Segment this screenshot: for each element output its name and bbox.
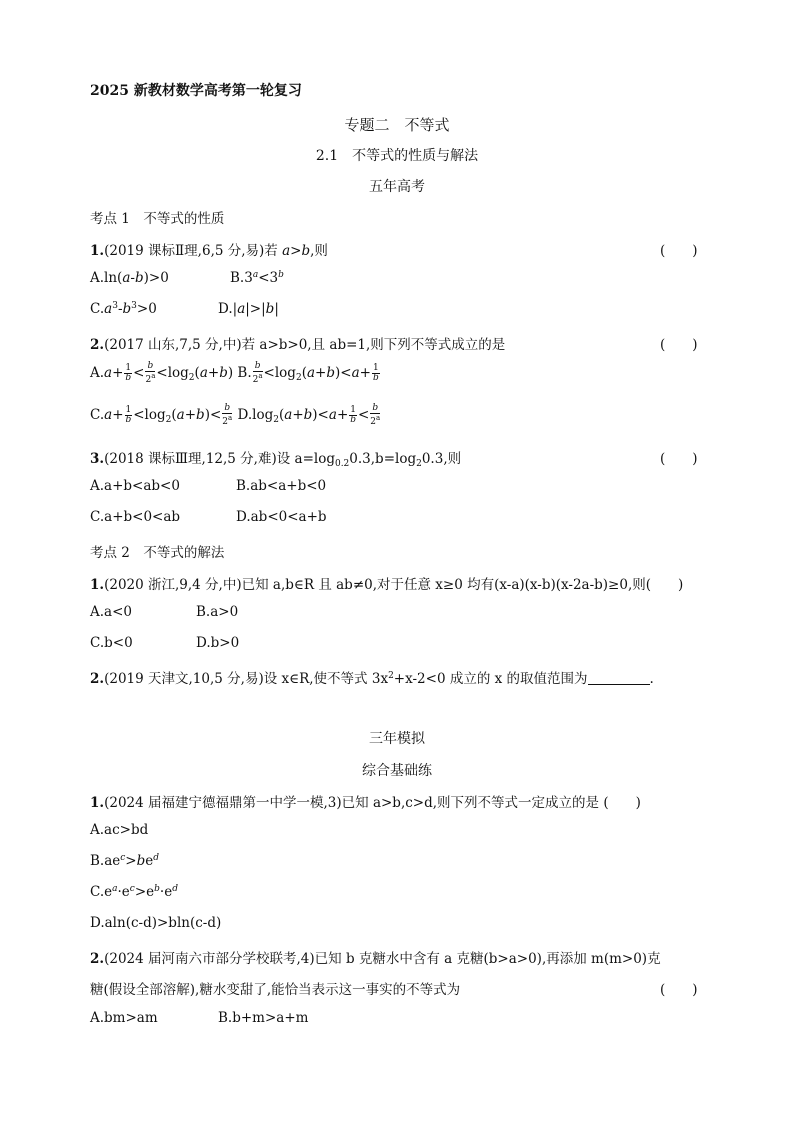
option-c: $C.e^a\cdot e^c>e^b\cdot e^d$ [90, 884, 178, 900]
option-d: D.ab<0<a+b [236, 509, 327, 525]
option-a: A.ac>bd [90, 822, 149, 838]
question-stem: (2024 届福建宁德福鼎第一中学一模,3)已知 a>b,c>d,则下列不等式一定成立的是 ( ) [104, 795, 641, 811]
option-b: B.ab<a+b<0 [236, 478, 327, 494]
question-number: 1. [90, 795, 105, 811]
section-title-five-years: 五年高考 [369, 179, 425, 195]
option-c-d: C.a+ $\frac{1}{b}$ $<\log_2(a+b)<$ $\frac{b}{2^a}$ $D.\log_2(a+b)<a+$ $\frac{1}{b}$ < $\frac{b}{2^a}$ [90, 403, 381, 427]
question-kp2-2: 2.(2019 天津文,10,5 分,易)设 x∈R,使不等式 $3x^2+x-2<0$ 成立的 x 的取值范围为 . [90, 671, 654, 687]
answer-paren: ( ) [660, 243, 698, 259]
option-d: D.aln(c-d)>bln(c-d) [90, 915, 222, 931]
question-number: 2. [90, 951, 105, 967]
option-b: B.a>0 [196, 604, 239, 620]
option-c: $C.a^3-b^3>0$ [90, 301, 157, 317]
question-stem-line2: 糖(假设全部溶解),糖水变甜了,能恰当表示这一事实的不等式为 [90, 982, 461, 998]
option-a: A.a<0 [90, 604, 132, 620]
question-stem: (2019 课标Ⅱ理,6,5 分,易)若 [104, 243, 283, 259]
answer-paren: ( ) [660, 337, 698, 353]
option-b: $B.3^a<3^b$ [230, 270, 284, 286]
kp1-title: 考点 1 不等式的性质 [90, 211, 225, 227]
question-stem: (2017 山东,7,5 分,中)若 a>b>0,且 ab=1,则下列不等式成立的是 [104, 337, 506, 353]
answer-paren: ( ) [660, 451, 698, 467]
question-kp1-2 [90, 333, 505, 353]
question-kp2-1 [90, 573, 705, 593]
option-a: A.ln(a-b)>0 [90, 270, 169, 286]
option-a: A.bm>am [90, 1010, 158, 1026]
option-d: D.b>0 [196, 635, 240, 651]
kp2-title: 考点 2 不等式的解法 [90, 545, 225, 561]
page-header: 2025 新教材数学高考第一轮复习 [90, 83, 302, 99]
question-stem-line1: (2024 届河南六市部分学校联考,4)已知 b 克糖水中含有 a 克糖(b>a>0),再添加 m(m>0)克 [104, 951, 661, 967]
question-number: 1. [90, 577, 105, 593]
answer-paren: ( ) [660, 982, 698, 998]
question-number: 2. [90, 337, 105, 353]
option-a: A.a+b<ab<0 [90, 478, 180, 494]
question-sim-1 [90, 791, 641, 811]
section-subtitle: 综合基础练 [362, 763, 432, 779]
answer-blank [588, 672, 650, 685]
option-c: C.a+b<0<ab [90, 509, 181, 525]
question-kp1-3: 3.(2018 课标Ⅲ理,12,5 分,难)设 $a=\log_{0.2}0.3,b=\log_20.3$,则 [90, 451, 462, 469]
question-number: 2. [90, 671, 105, 687]
option-d: D.|a|>|b| [218, 301, 279, 317]
question-sim-2 [90, 947, 661, 967]
topic-subtitle: 2.1 不等式的性质与解法 [315, 148, 479, 164]
option-b: B.b+m>a+m [218, 1010, 309, 1026]
question-number: 1. [90, 243, 105, 259]
topic-title: 专题二 不等式 [344, 116, 450, 134]
option-a-b: A.a+ $\frac{1}{b}$ < $\frac{b}{2^a}$ $<\log_2(a+b)$ B. $\frac{b}{2^a}$ $<\log_2(a+b)<a+$ $\frac{1}{b}$ [90, 361, 379, 385]
option-b: $B.ae^c>be^d$ [90, 853, 160, 869]
question-kp1-1: 1.(2019 课标Ⅱ理,6,5 分,易)若 a>b,则 [90, 243, 328, 259]
option-c: C.b<0 [90, 635, 133, 651]
section-title-three-years: 三年模拟 [369, 731, 425, 747]
question-stem: (2020 浙江,9,4 分,中)已知 a,b∈R 且 ab≠0,对于任意 x≥0 均有(x-a)(x-b)(x-2a-b)≥0,则( ) [104, 577, 684, 593]
question-number: 3. [90, 451, 105, 467]
